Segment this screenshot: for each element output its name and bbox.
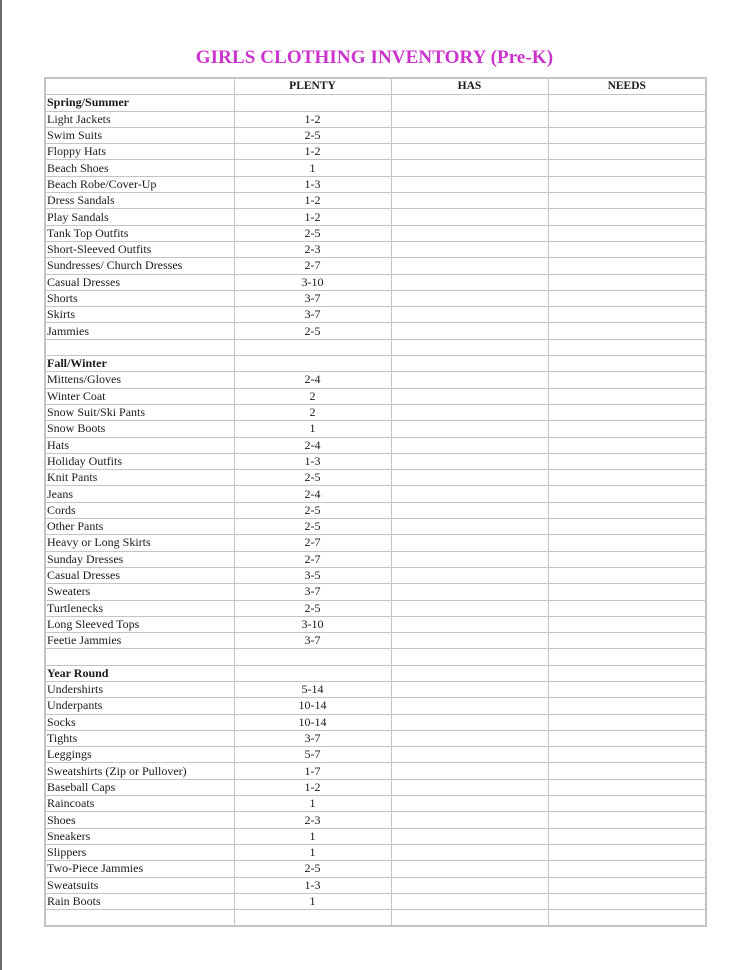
has-cell[interactable] — [391, 111, 548, 127]
item-cell: Casual Dresses — [45, 567, 234, 583]
plenty-cell: 2-5 — [234, 519, 391, 535]
item-cell: Snow Boots — [45, 421, 234, 437]
has-cell[interactable] — [391, 633, 548, 649]
table-row — [45, 176, 706, 192]
needs-cell[interactable] — [548, 665, 706, 681]
table-row — [45, 584, 706, 600]
plenty-cell: 2 — [234, 404, 391, 420]
has-cell[interactable] — [391, 323, 548, 339]
table-row — [45, 290, 706, 306]
item-cell: Leggings — [45, 747, 234, 763]
table-row — [45, 209, 706, 225]
plenty-cell — [234, 665, 391, 681]
plenty-cell — [234, 910, 391, 927]
needs-cell[interactable] — [548, 339, 706, 355]
table-row — [45, 844, 706, 860]
table-row — [45, 763, 706, 779]
has-cell[interactable] — [391, 372, 548, 388]
table-body — [45, 95, 706, 927]
plenty-cell: 1 — [234, 160, 391, 176]
item-cell: Hats — [45, 437, 234, 453]
needs-cell[interactable] — [548, 730, 706, 746]
table-row — [45, 877, 706, 893]
table-row — [45, 779, 706, 795]
item-cell: Beach Shoes — [45, 160, 234, 176]
needs-cell[interactable] — [548, 470, 706, 486]
has-cell[interactable] — [391, 714, 548, 730]
has-cell[interactable] — [391, 127, 548, 143]
item-cell: Tights — [45, 730, 234, 746]
blank-row — [45, 910, 706, 927]
has-cell[interactable] — [391, 356, 548, 372]
plenty-cell — [234, 649, 391, 665]
plenty-cell — [234, 339, 391, 355]
plenty-cell: 1-2 — [234, 779, 391, 795]
needs-cell[interactable] — [548, 877, 706, 893]
needs-cell[interactable] — [548, 290, 706, 306]
has-cell[interactable] — [391, 698, 548, 714]
plenty-cell: 2-3 — [234, 241, 391, 257]
has-cell[interactable] — [391, 681, 548, 697]
table-row — [45, 714, 706, 730]
plenty-cell: 2-7 — [234, 551, 391, 567]
needs-cell[interactable] — [548, 111, 706, 127]
has-cell[interactable] — [391, 209, 548, 225]
has-cell[interactable] — [391, 160, 548, 176]
item-cell: Feetie Jammies — [45, 633, 234, 649]
needs-cell[interactable] — [548, 828, 706, 844]
has-cell[interactable] — [391, 307, 548, 323]
needs-cell[interactable] — [548, 796, 706, 812]
item-cell: Mittens/Gloves — [45, 372, 234, 388]
has-cell[interactable] — [391, 176, 548, 192]
plenty-cell: 1 — [234, 421, 391, 437]
has-cell[interactable] — [391, 730, 548, 746]
needs-cell[interactable] — [548, 193, 706, 209]
has-cell[interactable] — [391, 844, 548, 860]
plenty-cell: 3-7 — [234, 307, 391, 323]
table-row — [45, 241, 706, 257]
needs-cell[interactable] — [548, 372, 706, 388]
has-cell[interactable] — [391, 274, 548, 290]
table-row — [45, 861, 706, 877]
item-cell — [45, 339, 234, 355]
column-header-has: HAS — [391, 78, 548, 95]
needs-cell[interactable] — [548, 404, 706, 420]
table-row — [45, 193, 706, 209]
table-row — [45, 828, 706, 844]
table-row — [45, 535, 706, 551]
item-cell: Two-Piece Jammies — [45, 861, 234, 877]
item-cell: Shoes — [45, 812, 234, 828]
item-cell: Shorts — [45, 290, 234, 306]
item-cell: Swim Suits — [45, 127, 234, 143]
table-row — [45, 111, 706, 127]
item-cell: Beach Robe/Cover-Up — [45, 176, 234, 192]
plenty-cell: 3-7 — [234, 730, 391, 746]
item-cell — [45, 910, 234, 927]
has-cell[interactable] — [391, 649, 548, 665]
table-row — [45, 747, 706, 763]
plenty-cell: 2-7 — [234, 258, 391, 274]
blank-row — [45, 339, 706, 355]
needs-cell[interactable] — [548, 779, 706, 795]
item-cell: Holiday Outfits — [45, 453, 234, 469]
item-cell: Winter Coat — [45, 388, 234, 404]
item-cell: Baseball Caps — [45, 779, 234, 795]
needs-cell[interactable] — [548, 633, 706, 649]
table-row — [45, 274, 706, 290]
needs-cell[interactable] — [548, 747, 706, 763]
has-cell[interactable] — [391, 388, 548, 404]
needs-cell[interactable] — [548, 258, 706, 274]
item-cell: Sweaters — [45, 584, 234, 600]
column-header-needs: NEEDS — [548, 78, 706, 95]
table-row — [45, 551, 706, 567]
has-cell[interactable] — [391, 519, 548, 535]
item-cell: Spring/Summer — [45, 95, 234, 111]
plenty-cell: 1 — [234, 844, 391, 860]
page-edge — [0, 0, 2, 970]
item-cell: Socks — [45, 714, 234, 730]
has-cell[interactable] — [391, 893, 548, 909]
needs-cell[interactable] — [548, 421, 706, 437]
table-row — [45, 519, 706, 535]
needs-cell[interactable] — [548, 127, 706, 143]
needs-cell[interactable] — [548, 307, 706, 323]
table-row — [45, 372, 706, 388]
needs-cell[interactable] — [548, 144, 706, 160]
has-cell[interactable] — [391, 404, 548, 420]
table-row — [45, 486, 706, 502]
table-row — [45, 502, 706, 518]
item-cell: Floppy Hats — [45, 144, 234, 160]
table-row — [45, 812, 706, 828]
needs-cell[interactable] — [548, 910, 706, 927]
needs-cell[interactable] — [548, 323, 706, 339]
needs-cell[interactable] — [548, 812, 706, 828]
needs-cell[interactable] — [548, 502, 706, 518]
plenty-cell: 3-7 — [234, 633, 391, 649]
item-cell: Year Round — [45, 665, 234, 681]
item-cell: Play Sandals — [45, 209, 234, 225]
has-cell[interactable] — [391, 600, 548, 616]
table-header-row — [45, 78, 706, 95]
needs-cell[interactable] — [548, 616, 706, 632]
table-row — [45, 600, 706, 616]
has-cell[interactable] — [391, 567, 548, 583]
item-cell: Turtlenecks — [45, 600, 234, 616]
item-cell: Sundresses/ Church Dresses — [45, 258, 234, 274]
has-cell[interactable] — [391, 470, 548, 486]
needs-cell[interactable] — [548, 698, 706, 714]
table-row — [45, 421, 706, 437]
has-cell[interactable] — [391, 584, 548, 600]
needs-cell[interactable] — [548, 274, 706, 290]
needs-cell[interactable] — [548, 241, 706, 257]
plenty-cell: 1-2 — [234, 111, 391, 127]
item-cell: Short-Sleeved Outfits — [45, 241, 234, 257]
has-cell[interactable] — [391, 258, 548, 274]
inventory-table — [44, 77, 707, 927]
plenty-cell: 1 — [234, 828, 391, 844]
table-row — [45, 225, 706, 241]
table-row — [45, 258, 706, 274]
plenty-cell: 2-4 — [234, 372, 391, 388]
plenty-cell: 2-7 — [234, 535, 391, 551]
has-cell[interactable] — [391, 535, 548, 551]
needs-cell[interactable] — [548, 160, 706, 176]
has-cell[interactable] — [391, 861, 548, 877]
item-cell: Other Pants — [45, 519, 234, 535]
item-cell: Casual Dresses — [45, 274, 234, 290]
has-cell[interactable] — [391, 421, 548, 437]
plenty-cell: 3-10 — [234, 274, 391, 290]
item-cell: Raincoats — [45, 796, 234, 812]
plenty-cell: 2 — [234, 388, 391, 404]
has-cell[interactable] — [391, 339, 548, 355]
plenty-cell: 2-3 — [234, 812, 391, 828]
table-row — [45, 681, 706, 697]
item-cell: Knit Pants — [45, 470, 234, 486]
item-cell: Jammies — [45, 323, 234, 339]
section-header-row — [45, 95, 706, 111]
plenty-cell: 2-5 — [234, 470, 391, 486]
plenty-cell: 1-3 — [234, 453, 391, 469]
plenty-cell: 1-2 — [234, 209, 391, 225]
plenty-cell: 1 — [234, 796, 391, 812]
has-cell[interactable] — [391, 779, 548, 795]
has-cell[interactable] — [391, 796, 548, 812]
has-cell[interactable] — [391, 551, 548, 567]
has-cell[interactable] — [391, 616, 548, 632]
item-cell: Undershirts — [45, 681, 234, 697]
has-cell[interactable] — [391, 453, 548, 469]
has-cell[interactable] — [391, 144, 548, 160]
needs-cell[interactable] — [548, 356, 706, 372]
needs-cell[interactable] — [548, 176, 706, 192]
item-cell: Sweatshirts (Zip or Pullover) — [45, 763, 234, 779]
plenty-cell: 5-14 — [234, 681, 391, 697]
has-cell[interactable] — [391, 877, 548, 893]
needs-cell[interactable] — [548, 893, 706, 909]
needs-cell[interactable] — [548, 535, 706, 551]
needs-cell[interactable] — [548, 437, 706, 453]
has-cell[interactable] — [391, 763, 548, 779]
needs-cell[interactable] — [548, 453, 706, 469]
table-row — [45, 127, 706, 143]
section-header-row — [45, 356, 706, 372]
plenty-cell: 2-5 — [234, 323, 391, 339]
needs-cell[interactable] — [548, 649, 706, 665]
plenty-cell: 2-5 — [234, 225, 391, 241]
item-cell: Sweatsuits — [45, 877, 234, 893]
plenty-cell: 2-5 — [234, 127, 391, 143]
plenty-cell: 2-5 — [234, 600, 391, 616]
has-cell[interactable] — [391, 437, 548, 453]
needs-cell[interactable] — [548, 584, 706, 600]
needs-cell[interactable] — [548, 844, 706, 860]
plenty-cell — [234, 95, 391, 111]
plenty-cell: 1-7 — [234, 763, 391, 779]
needs-cell[interactable] — [548, 551, 706, 567]
item-cell: Sneakers — [45, 828, 234, 844]
table-row — [45, 307, 706, 323]
plenty-cell: 3-7 — [234, 290, 391, 306]
plenty-cell: 2-5 — [234, 861, 391, 877]
column-header-item — [45, 78, 234, 95]
plenty-cell: 3-7 — [234, 584, 391, 600]
plenty-cell: 1-3 — [234, 877, 391, 893]
needs-cell[interactable] — [548, 95, 706, 111]
table-row — [45, 323, 706, 339]
needs-cell[interactable] — [548, 600, 706, 616]
plenty-cell: 3-5 — [234, 567, 391, 583]
table-row — [45, 404, 706, 420]
has-cell[interactable] — [391, 812, 548, 828]
item-cell: Slippers — [45, 844, 234, 860]
plenty-cell: 10-14 — [234, 714, 391, 730]
needs-cell[interactable] — [548, 681, 706, 697]
has-cell[interactable] — [391, 225, 548, 241]
plenty-cell: 1-3 — [234, 176, 391, 192]
blank-row — [45, 649, 706, 665]
table-row — [45, 698, 706, 714]
item-cell: Fall/Winter — [45, 356, 234, 372]
table-row — [45, 388, 706, 404]
item-cell: Jeans — [45, 486, 234, 502]
item-cell — [45, 649, 234, 665]
needs-cell[interactable] — [548, 861, 706, 877]
document-title: GIRLS CLOTHING INVENTORY (Pre-K) — [195, 47, 554, 68]
needs-cell[interactable] — [548, 763, 706, 779]
needs-cell[interactable] — [548, 519, 706, 535]
has-cell[interactable] — [391, 828, 548, 844]
has-cell[interactable] — [391, 241, 548, 257]
plenty-cell — [234, 356, 391, 372]
has-cell[interactable] — [391, 747, 548, 763]
item-cell: Skirts — [45, 307, 234, 323]
has-cell[interactable] — [391, 910, 548, 927]
table-row — [45, 453, 706, 469]
plenty-cell: 3-10 — [234, 616, 391, 632]
needs-cell[interactable] — [548, 486, 706, 502]
item-cell: Rain Boots — [45, 893, 234, 909]
table-row — [45, 633, 706, 649]
table-row — [45, 616, 706, 632]
needs-cell[interactable] — [548, 209, 706, 225]
table-row — [45, 893, 706, 909]
plenty-cell: 5-7 — [234, 747, 391, 763]
item-cell: Light Jackets — [45, 111, 234, 127]
has-cell[interactable] — [391, 665, 548, 681]
plenty-cell: 10-14 — [234, 698, 391, 714]
plenty-cell: 2-4 — [234, 486, 391, 502]
has-cell[interactable] — [391, 95, 548, 111]
plenty-cell: 2-4 — [234, 437, 391, 453]
item-cell: Snow Suit/Ski Pants — [45, 404, 234, 420]
item-cell: Dress Sandals — [45, 193, 234, 209]
has-cell[interactable] — [391, 486, 548, 502]
table-row — [45, 567, 706, 583]
item-cell: Underpants — [45, 698, 234, 714]
plenty-cell: 2-5 — [234, 502, 391, 518]
plenty-cell: 1-2 — [234, 144, 391, 160]
table-row — [45, 470, 706, 486]
has-cell[interactable] — [391, 502, 548, 518]
needs-cell[interactable] — [548, 567, 706, 583]
item-cell: Heavy or Long Skirts — [45, 535, 234, 551]
has-cell[interactable] — [391, 193, 548, 209]
needs-cell[interactable] — [548, 714, 706, 730]
needs-cell[interactable] — [548, 225, 706, 241]
needs-cell[interactable] — [548, 388, 706, 404]
item-cell: Sunday Dresses — [45, 551, 234, 567]
table-row — [45, 437, 706, 453]
table-row — [45, 160, 706, 176]
table-row — [45, 730, 706, 746]
column-header-plenty: PLENTY — [234, 78, 391, 95]
section-header-row — [45, 665, 706, 681]
plenty-cell: 1 — [234, 893, 391, 909]
table-row — [45, 144, 706, 160]
item-cell: Cords — [45, 502, 234, 518]
plenty-cell: 1-2 — [234, 193, 391, 209]
item-cell: Long Sleeved Tops — [45, 616, 234, 632]
has-cell[interactable] — [391, 290, 548, 306]
item-cell: Tank Top Outfits — [45, 225, 234, 241]
table-row — [45, 796, 706, 812]
